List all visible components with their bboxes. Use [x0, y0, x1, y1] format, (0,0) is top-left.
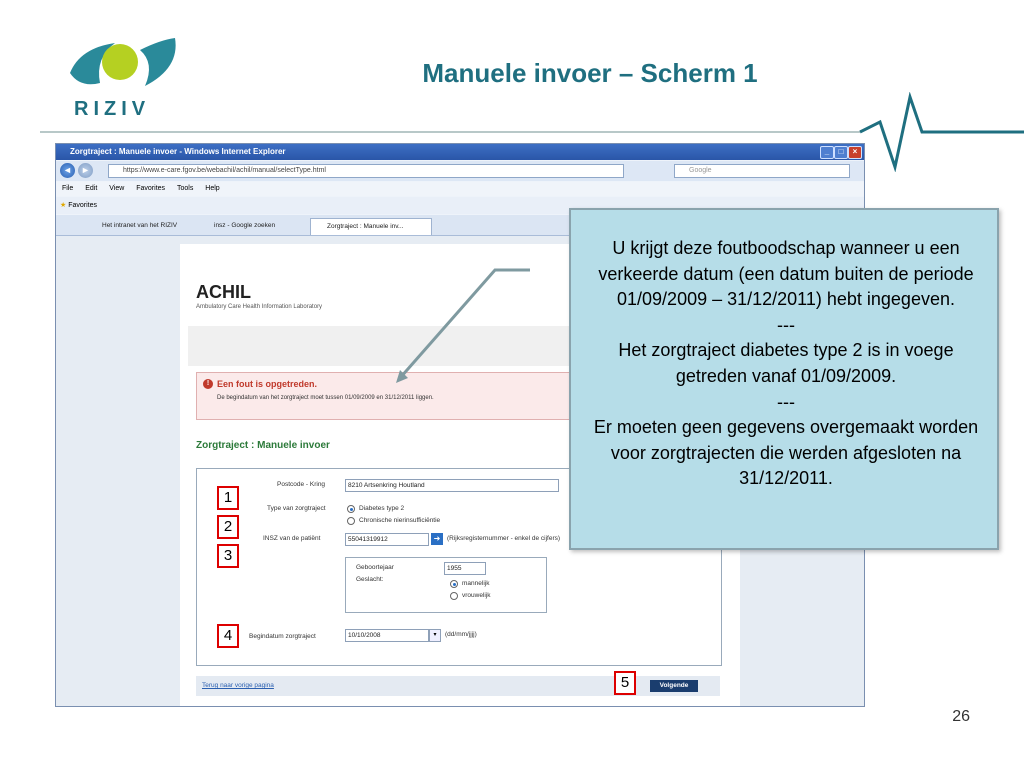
marker-4: 4 [217, 624, 239, 648]
error-message: De begindatum van het zorgtraject moet tussen 01/09/2009 en 31/12/2011 liggen. [217, 395, 434, 401]
postcode-select[interactable]: 8210 Artsenkring Houtland [345, 479, 559, 492]
callout-separator-2: --- [777, 391, 795, 412]
callout-separator-1: --- [777, 314, 795, 335]
menu-tools[interactable]: Tools [177, 185, 194, 192]
explanation-callout [569, 208, 999, 550]
achil-subtitle: Ambulatory Care Health Information Laboratory [196, 304, 323, 310]
insz-hint: (Rijksregisternummer - enkel de cijfers) [447, 535, 561, 542]
type-option-diabetes: Diabetes type 2 [359, 505, 405, 512]
menu-edit[interactable]: Edit [85, 185, 98, 192]
radio-diabetes[interactable] [347, 505, 355, 513]
tab-google-search[interactable]: insz - Google zoeken [214, 222, 276, 229]
patient-details-box [345, 557, 547, 613]
startdate-hint: (dd/mm/jjjj) [445, 631, 477, 638]
marker-1: 1 [217, 486, 239, 510]
type-option-nier: Chronische nierinsufficiëntie [359, 517, 441, 524]
startdate-input[interactable]: 10/10/2008 [345, 629, 429, 642]
callout-text [581, 236, 991, 492]
callout-line-2: Het zorgtraject diabetes type 2 is in voege getreden vanaf 01/09/2009. [618, 340, 954, 386]
birthyear-label: Geboortejaar [356, 564, 394, 571]
minimize-button[interactable]: _ [820, 146, 834, 159]
gender-label: Geslacht: [356, 576, 384, 583]
radio-male[interactable] [450, 580, 458, 588]
marker-3: 3 [217, 544, 239, 568]
url-input[interactable]: https://www.e-care.fgov.be/webachil/achil/manual/selectType.html [108, 164, 624, 178]
tab-riziv-intranet[interactable]: Het intranet van het RIZIV [102, 222, 178, 229]
radio-female[interactable] [450, 592, 458, 600]
menu-file[interactable]: File [62, 185, 74, 192]
tab-zorgtraject[interactable]: Zorgtraject : Manuele inv... [310, 218, 432, 235]
back-arrow-icon[interactable]: ◄ [60, 163, 75, 178]
menu-bar [56, 182, 864, 196]
logo-text: RIZIV [74, 98, 151, 120]
form-title: Zorgtraject : Manuele invoer [196, 440, 330, 451]
menu-favorites[interactable]: Favorites [136, 185, 166, 192]
window-title: Zorgtraject : Manuele invoer - Windows Internet Explorer [70, 147, 286, 156]
slide-title: Manuele invoer – Scherm 1 [422, 58, 758, 88]
postcode-label: Postcode - Kring [277, 481, 326, 488]
form-footer [196, 676, 720, 696]
arrow-right-icon[interactable]: ➜ [431, 533, 443, 545]
achil-brand: ACHIL [196, 282, 251, 302]
error-title: Een fout is opgetreden. [217, 379, 318, 389]
forward-arrow-icon[interactable]: ► [78, 163, 93, 178]
insz-input[interactable]: 55041319912 [345, 533, 429, 546]
window-titlebar [56, 144, 864, 160]
star-icon: ★ [60, 202, 67, 209]
marker-2: 2 [217, 515, 239, 539]
search-input[interactable]: Google [674, 164, 850, 178]
close-button[interactable]: × [848, 146, 862, 159]
gender-option-male: mannelijk [462, 580, 490, 587]
maximize-button[interactable]: □ [834, 146, 848, 159]
insz-label: INSZ van de patiënt [263, 535, 321, 542]
birthyear-input[interactable]: 1955 [444, 562, 486, 575]
next-button[interactable]: Volgende [650, 680, 698, 692]
type-label: Type van zorgtraject [267, 505, 326, 512]
callout-line-1: U krijgt deze foutboodschap wanneer u een verkeerde datum (een datum buiten de periode 01/09/2009 – 31/12/2011) hebt ingegeven. [598, 238, 974, 310]
menu-help[interactable]: Help [205, 185, 220, 192]
error-icon: ! [203, 379, 213, 389]
favorites-button[interactable]: Favorites [68, 202, 98, 209]
callout-line-3: Er moeten geen gegevens overgemaakt worden voor zorgtrajecten die werden afgesloten na 31/12/2011. [593, 417, 979, 489]
menu-view[interactable]: View [109, 185, 125, 192]
startdate-label: Begindatum zorgtraject [249, 633, 316, 640]
address-bar [56, 161, 864, 181]
back-link[interactable]: Terug naar vorige pagina [202, 682, 274, 689]
calendar-icon[interactable]: ▾ [429, 629, 441, 642]
marker-5: 5 [614, 671, 636, 695]
page-number: 26 [952, 708, 970, 725]
radio-nier[interactable] [347, 517, 355, 525]
gender-option-female: vrouwelijk [462, 592, 491, 599]
